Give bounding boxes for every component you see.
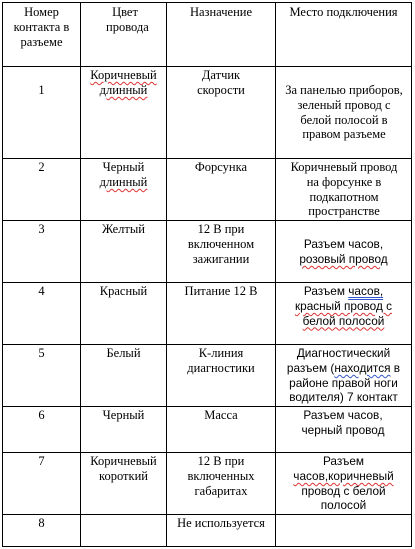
row-5-purpose: К-линия диагностики <box>187 346 255 375</box>
row-7-color-b: короткий <box>99 468 148 483</box>
grid-line <box>2 452 412 453</box>
row-4-number: 4 <box>38 284 45 298</box>
grid-line <box>2 344 412 345</box>
row-6-purpose: Масса <box>204 408 238 422</box>
row-4-color: Красный <box>99 284 148 298</box>
row-5-location-b: находится <box>334 360 391 375</box>
row-1-purpose: Датчик скорости <box>197 68 245 97</box>
row-3-number: 3 <box>38 222 45 236</box>
row-1-color-a: Коричневый <box>90 68 157 82</box>
row-4-location-a: Разъем <box>303 284 345 298</box>
row-7-location-c: провод с белой полосой <box>301 483 386 513</box>
row-3-purpose: 12 В при включенном зажигании <box>187 222 255 266</box>
grid-line <box>2 546 412 547</box>
row-4-purpose: Питание 12 В <box>184 284 258 298</box>
grid-line <box>2 158 412 159</box>
grid-line <box>2 220 412 221</box>
row-3-location-a: Разъем часов, <box>303 237 384 251</box>
row-2-color-a: Черный <box>102 160 145 174</box>
row-4-location-d: белой полосой <box>302 313 385 328</box>
row-2-color-b: длинный <box>99 174 148 189</box>
row-8-number: 8 <box>38 516 45 530</box>
row-7-location-b: часов,коричневый <box>293 468 394 483</box>
row-5-location-c: в районе правой ноги водителя) 7 контакт <box>289 360 401 405</box>
header-purpose: Назначение <box>189 5 252 19</box>
row-3-location <box>276 237 411 267</box>
row-6-location: Разъем часов, черный провод <box>301 408 385 437</box>
row-5-location-a: Диагностический разъем ( <box>286 346 391 375</box>
row-3-location-b: розовый провод <box>299 251 388 266</box>
row-7-location-a: Разъем <box>322 454 365 468</box>
row-1-location: За панелью приборов, зеленый провод с белой полосой в правом разъеме <box>285 83 403 142</box>
row-7-color <box>81 454 166 484</box>
row-4-location <box>276 284 411 328</box>
row-7-location <box>276 454 411 513</box>
row-1-color-b: длинный <box>99 82 148 97</box>
row-3-color: Желтый <box>102 222 145 236</box>
row-6-number: 6 <box>38 408 45 422</box>
grid-line <box>2 406 412 407</box>
row-7-purpose: 12 В при включенных габаритах <box>187 454 255 498</box>
row-4-location-b: часов, <box>348 284 384 298</box>
header-location: Место подключения <box>289 5 398 19</box>
row-1-number: 1 <box>38 83 45 97</box>
row-2-number: 2 <box>38 160 45 174</box>
grid-line <box>2 66 412 67</box>
row-2-color <box>81 160 166 190</box>
grid-line <box>166 2 167 547</box>
row-6-color: Черный <box>102 408 145 422</box>
row-5-location <box>277 346 410 405</box>
grid-line <box>2 282 412 283</box>
header-contact-number: Номер контакта в разъеме <box>13 5 70 49</box>
row-5-color: Белый <box>106 346 141 360</box>
row-1-color <box>81 68 166 98</box>
row-2-location: Коричневый провод на форсунке в подкапотном пространстве <box>290 160 398 219</box>
grid-line <box>2 2 412 3</box>
header-wire-color: Цвет провода <box>106 5 149 34</box>
row-2-purpose: Форсунка <box>194 160 248 174</box>
row-4-location-c: красный провод с <box>294 298 393 313</box>
grid-line <box>411 2 412 547</box>
row-7-color-a: Коричневый <box>90 454 157 468</box>
row-8-purpose: Не используется <box>177 516 265 530</box>
row-5-number: 5 <box>38 346 45 360</box>
grid-line <box>2 514 412 515</box>
row-7-number: 7 <box>38 454 45 468</box>
